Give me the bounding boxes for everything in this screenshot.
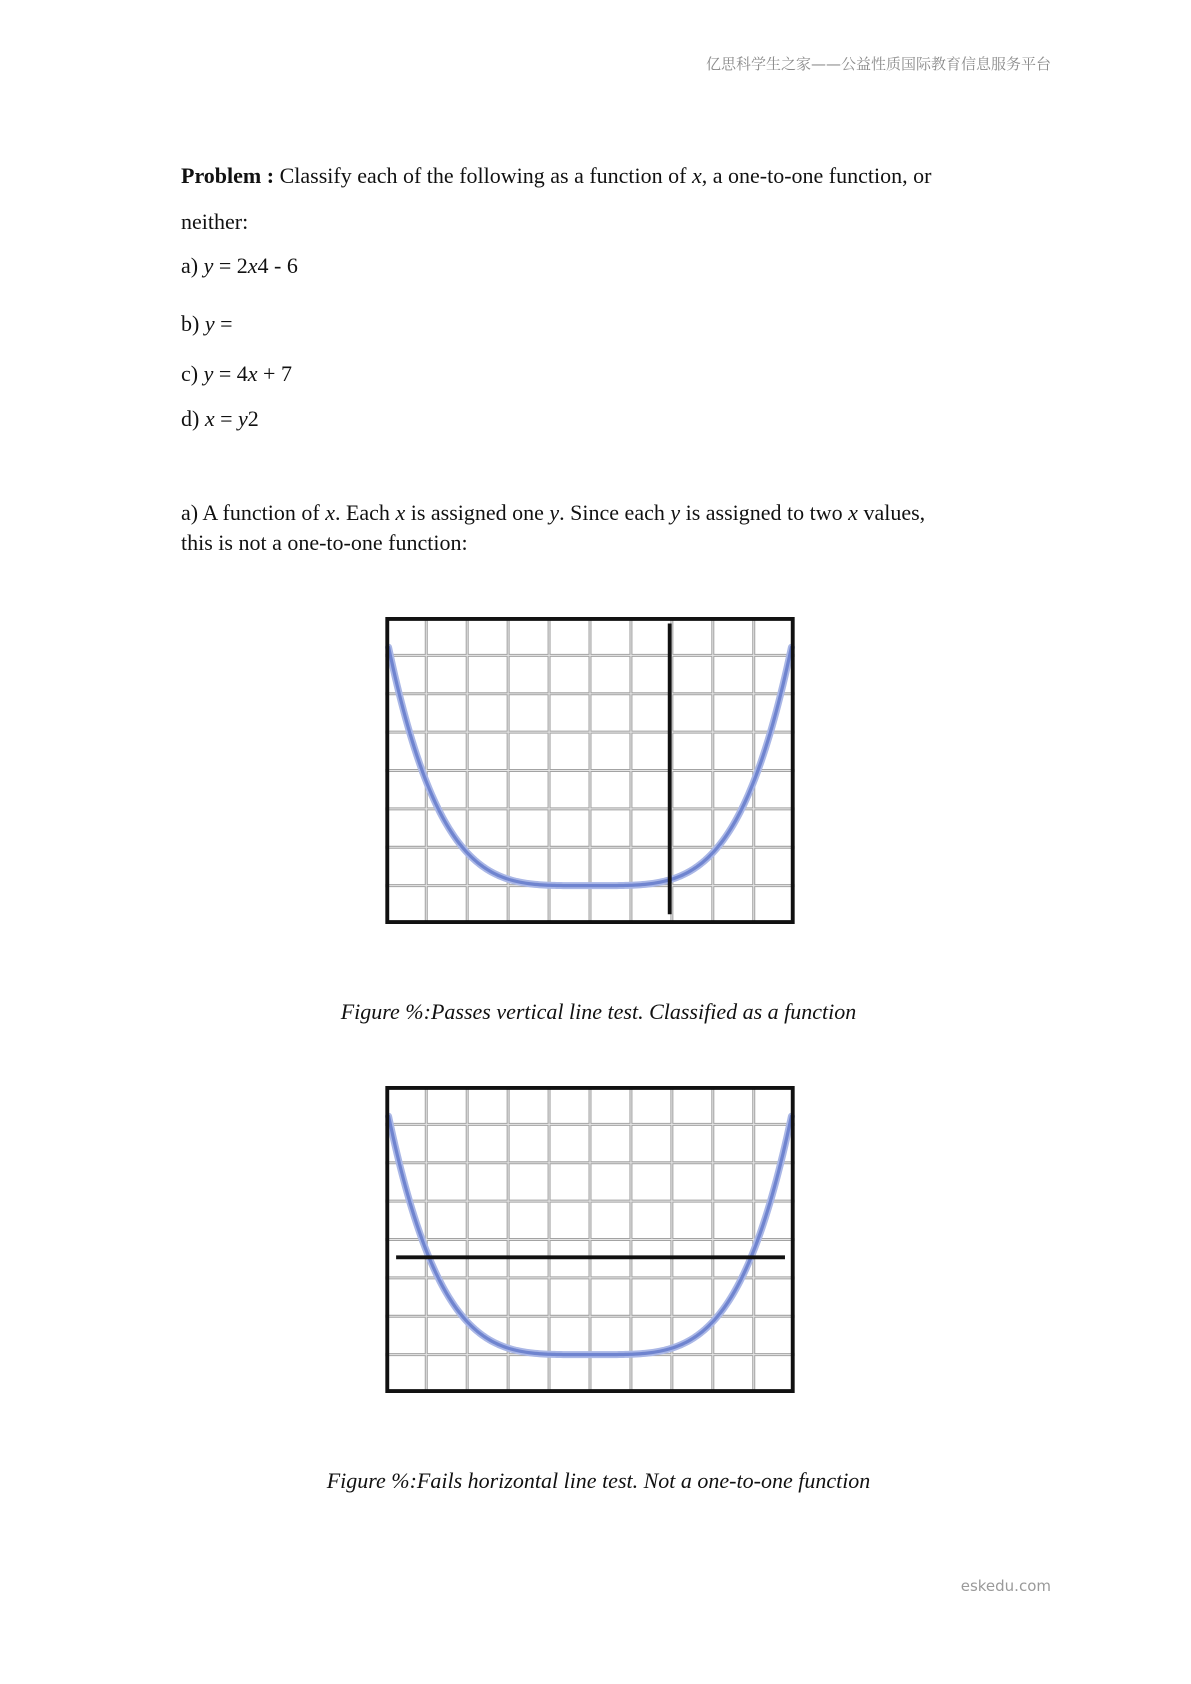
item-label: d): [181, 406, 205, 431]
math-variable: y: [670, 500, 681, 525]
item-label: c): [181, 361, 204, 386]
answer-text: . Each: [334, 500, 396, 525]
math-text: 2: [247, 406, 259, 431]
problem-text: Classify each of the following as a function of: [274, 163, 692, 188]
math-text: =: [214, 311, 233, 336]
problem-text: , a one-to-one function, or: [701, 163, 932, 188]
answer-text: . Since each: [559, 500, 671, 525]
problem-label: Problem :: [181, 163, 275, 188]
math-text: + 7: [257, 361, 292, 386]
answer-text: values,: [857, 500, 926, 525]
problem-item-c: [181, 361, 292, 387]
math-variable: x: [247, 253, 258, 278]
horizontal-line-test-graph: [385, 1086, 795, 1393]
math-variable: x: [247, 361, 258, 386]
site-footer: eskedu.com: [960, 1577, 1051, 1595]
math-variable: x: [691, 163, 702, 188]
math-variable: y: [203, 253, 214, 278]
math-variable: x: [325, 500, 335, 525]
answer-text: a) A function of: [181, 500, 326, 525]
answer-line-1: [181, 500, 925, 526]
answer-line-2: this is not a one-to-one function:: [181, 530, 468, 555]
math-variable: x: [395, 500, 406, 525]
figure-caption-1: Figure %:Passes vertical line test. Classified as a function: [340, 999, 857, 1024]
math-variable: y: [203, 361, 214, 386]
problem-statement-line-1: [181, 163, 931, 189]
problem-item-d: [181, 406, 259, 432]
math-text: =: [214, 406, 239, 431]
figure-caption-2: Figure %:Fails horizontal line test. Not a one-to-one function: [326, 1468, 871, 1493]
math-variable: y: [238, 406, 248, 431]
problem-statement-line-2: neither:: [181, 209, 249, 234]
answer-text: is assigned to two: [680, 500, 849, 525]
graph-svg: [385, 617, 795, 924]
math-text: 4 - 6: [257, 253, 298, 278]
math-text: = 4: [213, 361, 248, 386]
math-variable: x: [848, 500, 858, 525]
answer-text: is assigned one: [405, 500, 550, 525]
problem-item-a: [181, 253, 298, 279]
graph-svg: [385, 1086, 795, 1393]
math-variable: y: [204, 311, 215, 336]
item-label: b): [181, 311, 205, 336]
problem-item-b: [181, 311, 233, 337]
item-label: a): [181, 253, 204, 278]
site-header: 亿思科学生之家——公益性质国际教育信息服务平台: [705, 55, 1051, 73]
math-variable: x: [204, 406, 215, 431]
math-variable: y: [549, 500, 560, 525]
vertical-line-test-graph: [385, 617, 795, 924]
math-text: = 2: [213, 253, 248, 278]
